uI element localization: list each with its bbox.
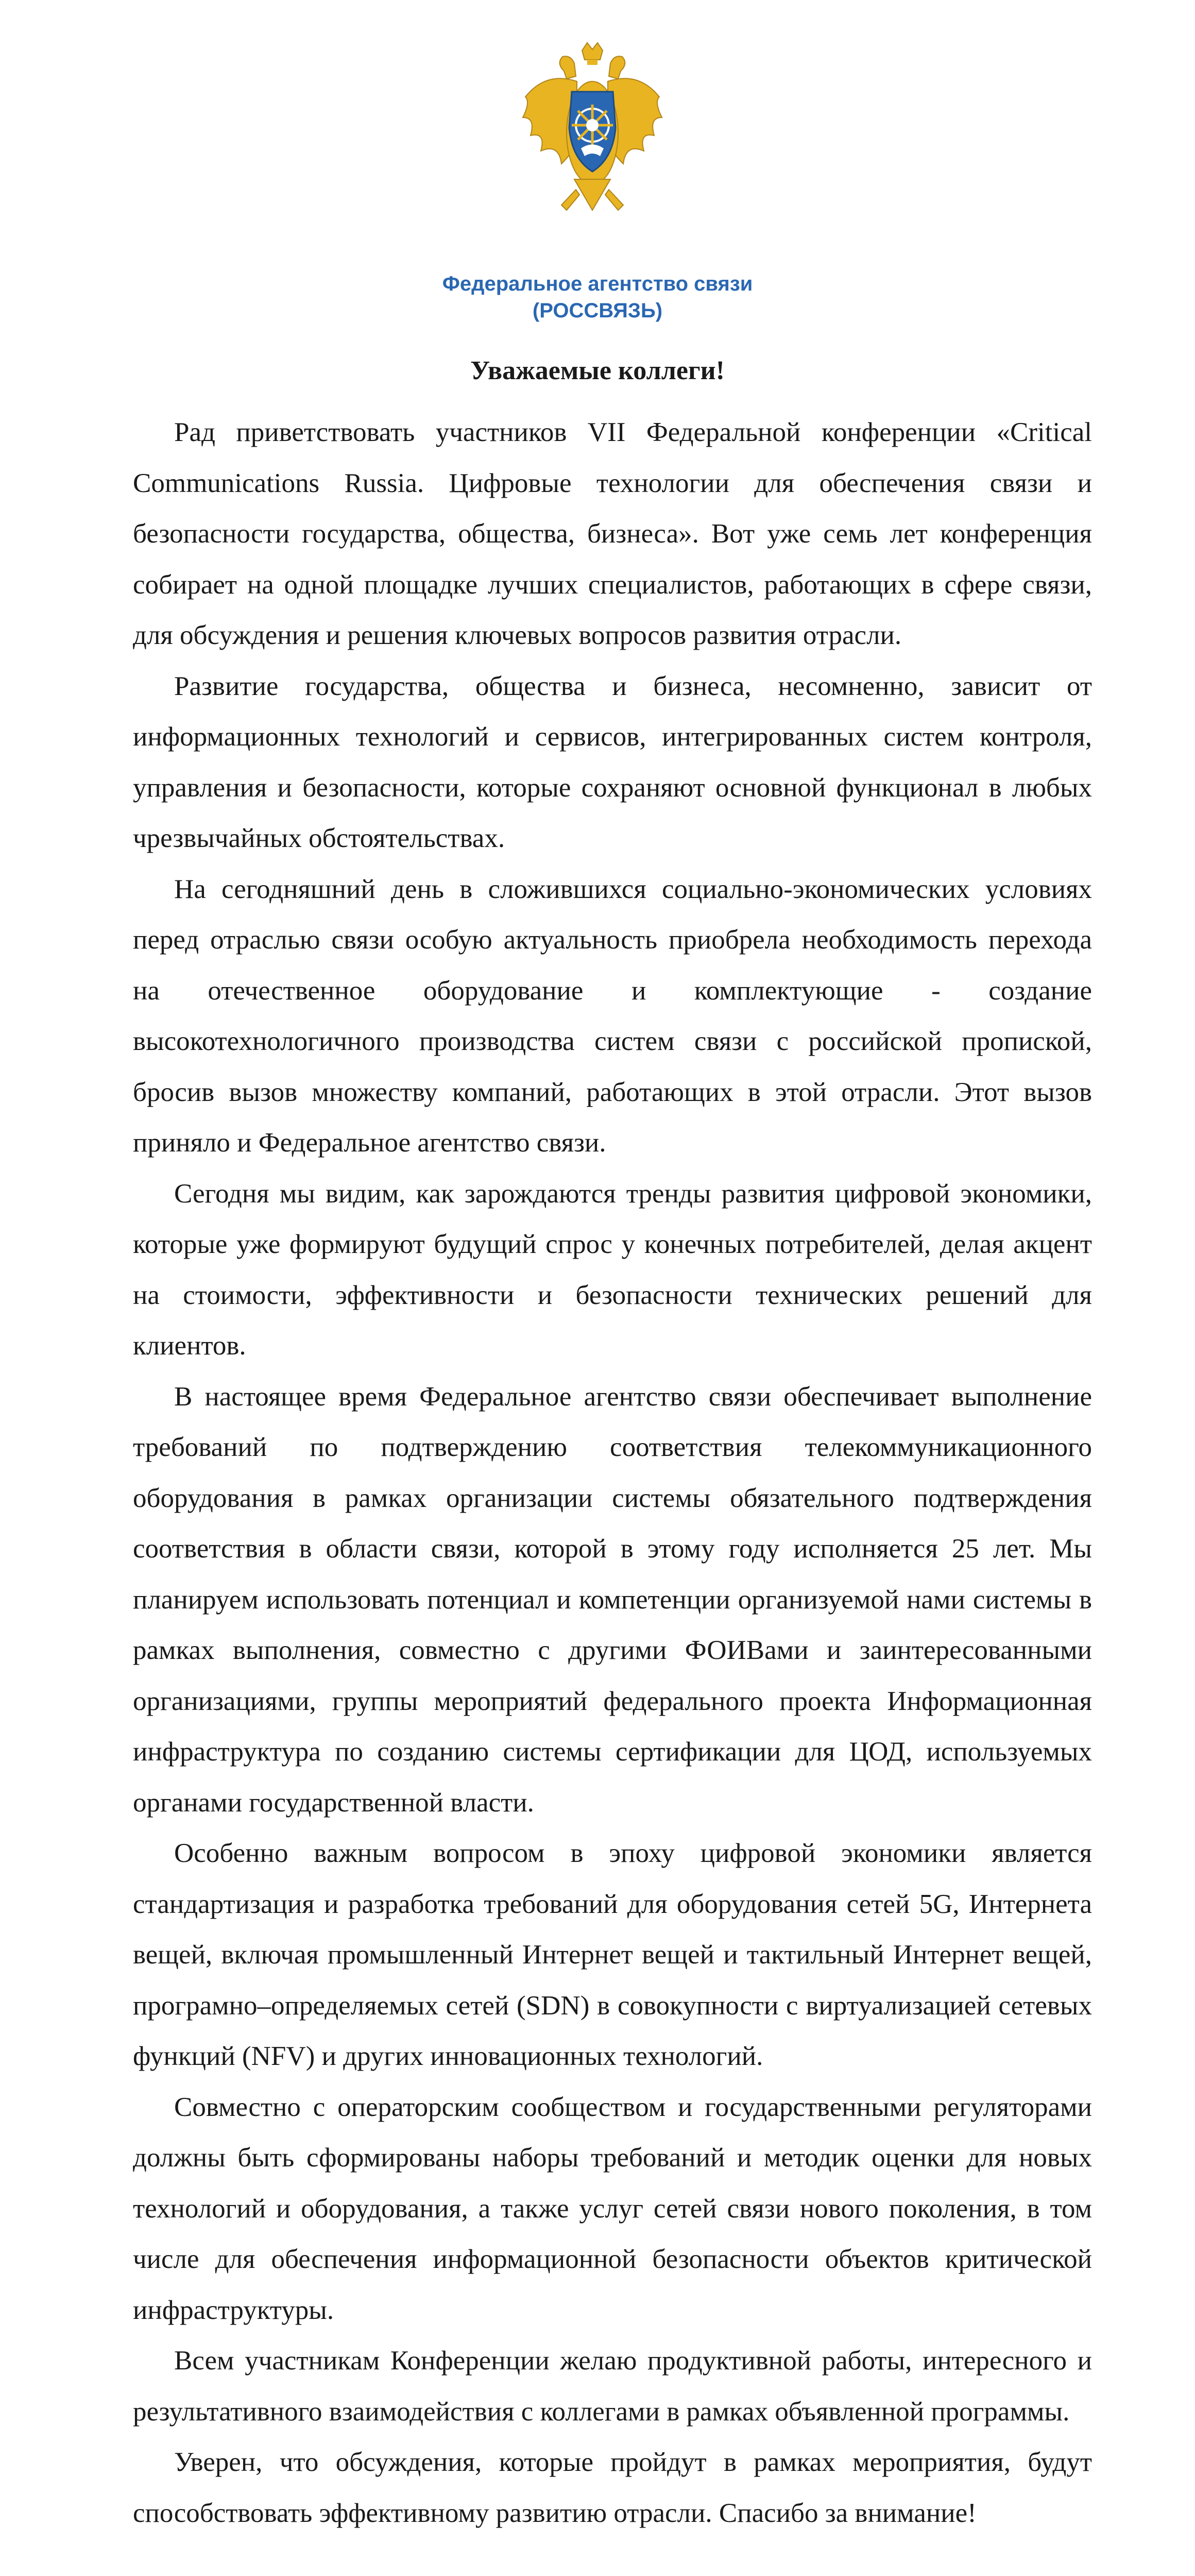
paragraph: Особенно важным вопросом в эпоху цифровой экономики является стандартизация и разработка требований для оборудования сетей 5G, Интернета вещей, включая промышленный Интернет вещей и тактильный Интернет вещей, програмно–определяемых сетей (SDN) в совокупности с виртуализацией сетевых функций (NFV) и других инновационных технологий. [133,1838,1092,2071]
paragraph: Сегодня мы видим, как зарождаются тренды развития цифровой экономики, которые уже формируют будущий спрос у конечных потребителей, делая акцент на стоимости, эффективности и безопасности технических решений для клиентов. [133,1178,1092,1361]
rossvyaz-emblem-icon [515,40,670,246]
agency-name-line1: Федеральное агентство связи [442,273,753,295]
agency-name-line2: (РОССВЯЗЬ) [532,299,663,322]
paragraph: Рад приветствовать участников VII Федеральной конференции «Critical Communications Russia. Цифровые технологии для обеспечения связи и безопасности государства, общества, бизнеса». Вот уже семь лет конференция собирает на одной площадке лучших специалистов, работающих в сфере связи, для обсуждения и решения ключевых вопросов развития отрасли. [133,417,1092,650]
paragraph: Развитие государства, общества и бизнеса, несомненно, зависит от информационных технологий и сервисов, интегрированных систем контроля, управления и безопасности, которые сохраняют основной функционал в любых чрезвычайных обстоятельствах. [133,671,1092,853]
paragraph: Совместно с операторским сообществом и государственными регуляторами должны быть сформированы наборы требований и методик оценки для новых технологий и оборудования, а также услуг сетей связи нового поколения, в том числе для обеспечения информационной безопасности объектов критической инфраструктуры. [133,2092,1092,2325]
agency-name [412,270,783,324]
paragraph: Уверен, что обсуждения, которые пройдут в рамках мероприятия, будут способствовать эффективному развитию отрасли. Спасибо за внимание! [133,2447,1092,2528]
paragraph: Всем участникам Конференции желаю продуктивной работы, интересного и результативного взаимодействия с коллегами в рамках объявленной программы. [133,2346,1092,2427]
greeting-heading: Уважаемые коллеги! [470,356,725,385]
letter-body [133,407,1092,2538]
paragraph: На сегодняшний день в сложившихся социально-экономических условиях перед отраслью связи особую актуальность приобрела необходимость перехода на отечественное оборудование и комплектующие - создание высокотехнологичного производства систем связи с российской пропиской, бросив вызов множеству компаний, работающих в этой отрасли. Этот вызов приняло и Федеральное агентство связи. [133,874,1092,1158]
paragraph: В настоящее время Федеральное агентство связи обеспечивает выполнение требований по подтверждению соответствия телекоммуникационного оборудования в рамках организации системы обязательного подтверждения соответствия в области связи, которой в этому году исполняется 25 лет. Мы планируем использовать потенциал и компетенции организуемой нами системы в рамках выполнения, совместно с другими ФОИВами и заинтересованными организациями, группы мероприятий федерального проекта Информационная инфраструктура по созданию системы сертификации для ЦОД, используемых органами государственной власти. [133,1381,1092,1818]
